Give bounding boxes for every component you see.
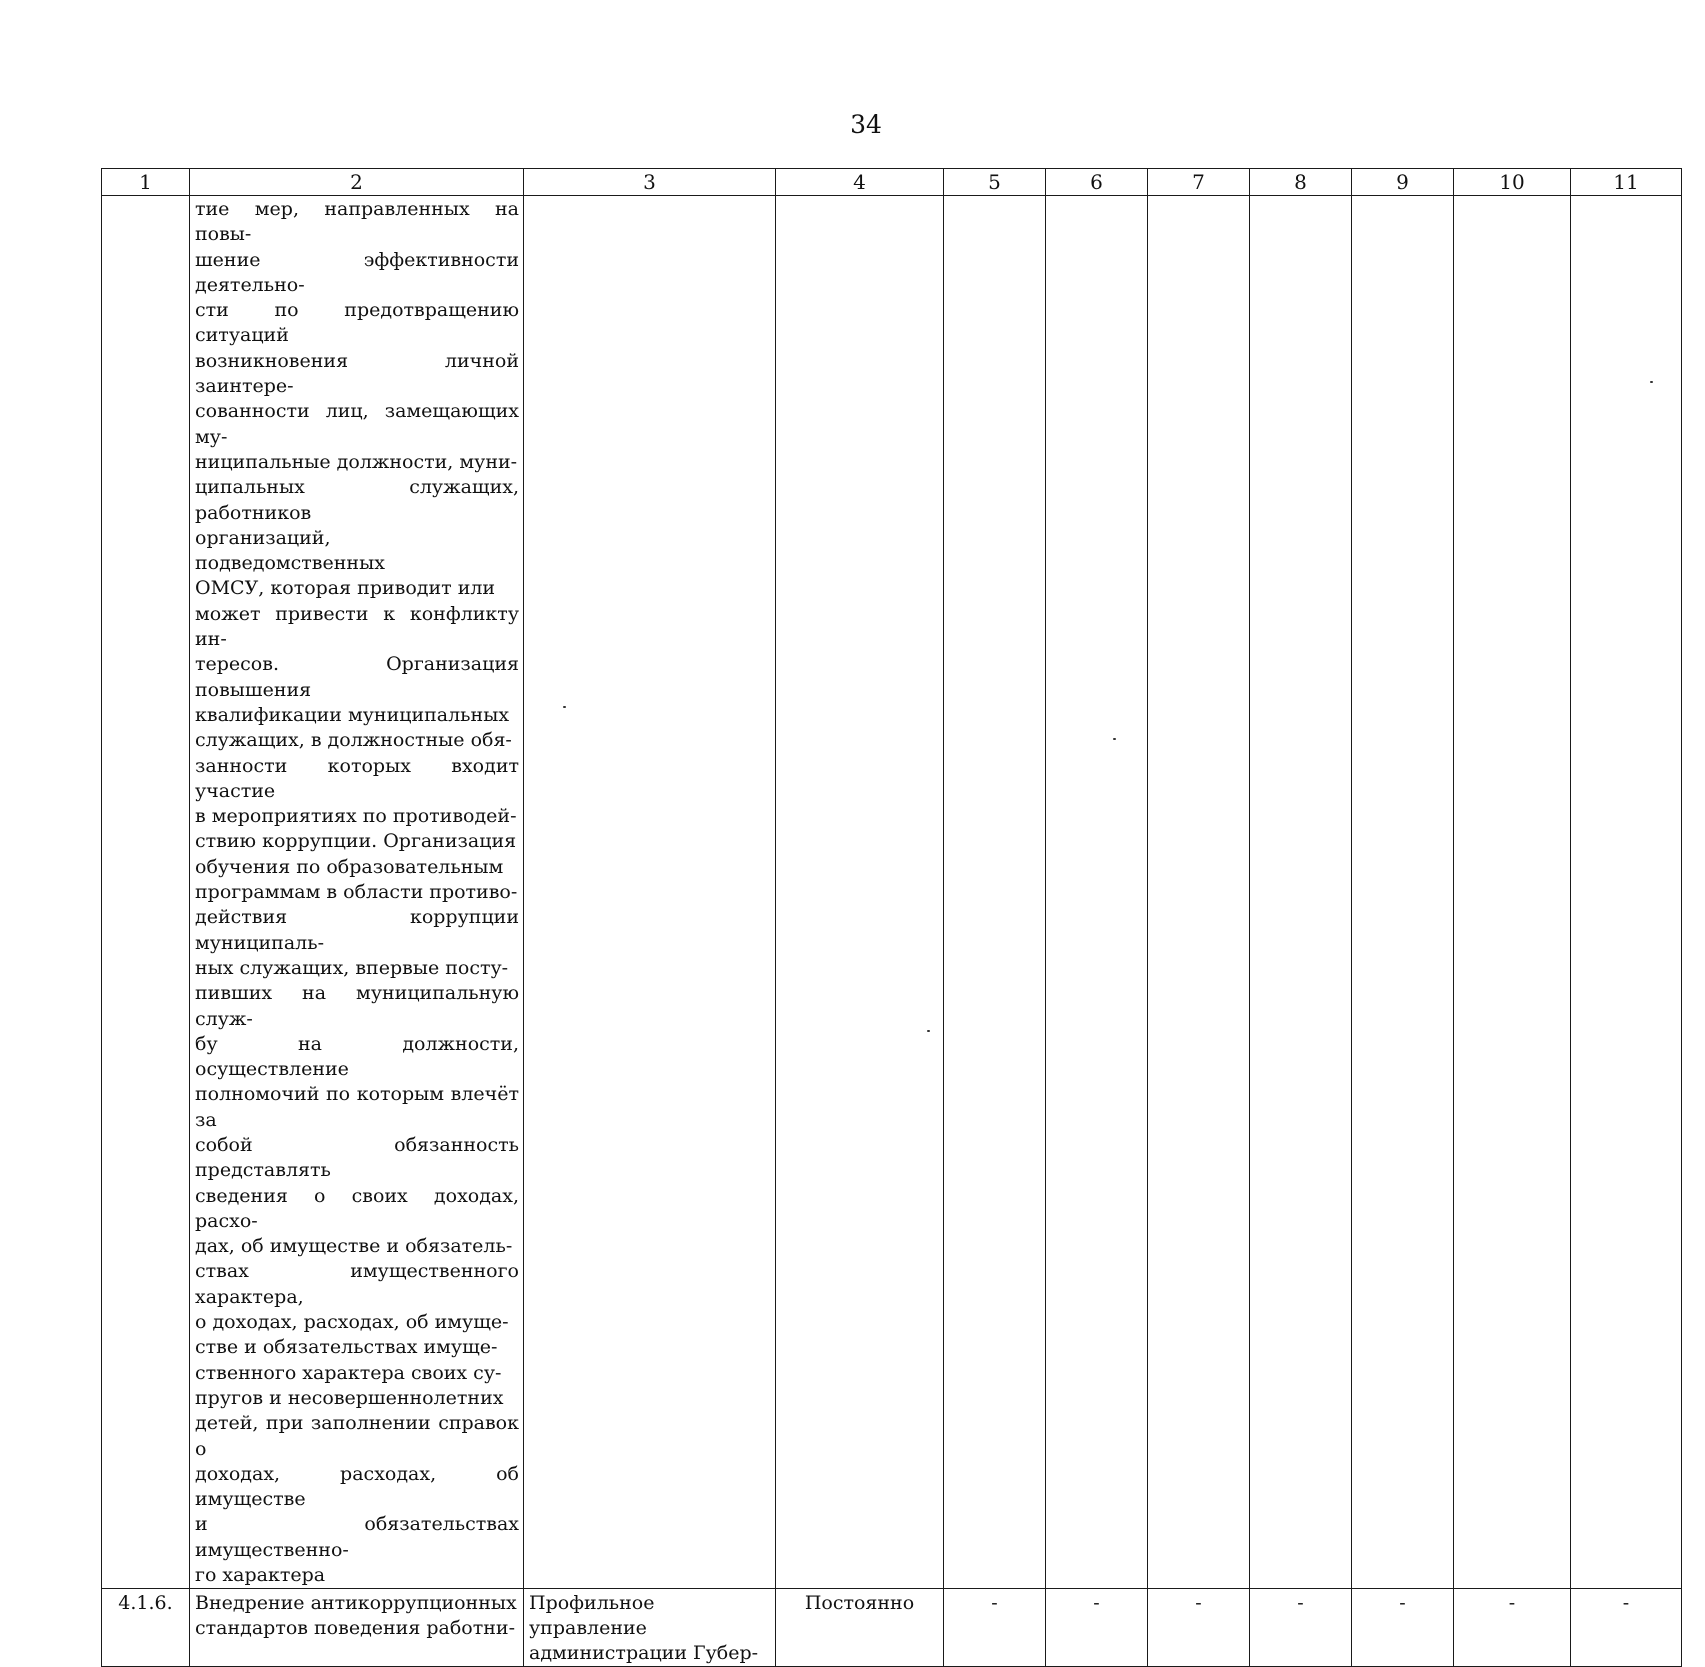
header-cell-6: 6	[1046, 169, 1148, 196]
cell-empty-4	[776, 196, 944, 1589]
scan-speck	[1113, 738, 1116, 740]
row-deadline: Постоянно	[776, 1589, 944, 1667]
cell-empty-3	[524, 196, 776, 1589]
plan-table	[101, 168, 1682, 1667]
page-number: 34	[850, 110, 882, 139]
header-cell-1: 1	[102, 169, 190, 196]
cell-empty-8	[1250, 196, 1352, 1589]
row-number: 4.1.6.	[102, 1589, 190, 1667]
row-value-6: -	[1046, 1589, 1148, 1667]
row-value-11: -	[1571, 1589, 1682, 1667]
header-cell-9: 9	[1352, 169, 1454, 196]
cell-empty-6	[1046, 196, 1148, 1589]
row-value-10: -	[1454, 1589, 1571, 1667]
header-cell-2: 2	[190, 169, 524, 196]
row-responsible: Профильное управление администрации Губер-	[524, 1589, 776, 1667]
cell-empty-5	[944, 196, 1046, 1589]
row-value-9: -	[1352, 1589, 1454, 1667]
scan-speck	[563, 706, 566, 708]
description-text: тие мер, направленных на повы- шение эффективности деятельно- сти по предотвращению ситуаций возникновения личной заинтере- сованности лиц, замещающих му- ниципальные должности, муни- ципальных служащих, работников организаций, подведомственных ОМСУ, которая приводит или может привести к конфликту ин- тересов. Организация повышения квалификации муниципальных служащих, в должностные обя- занности которых входит участие в мероприятиях по противодей- ствию коррупции. Организация обучения по образовательным программам в области противо- действия коррупции муниципаль- ных служащих, впервые посту- пивших на муниципальную служ- бу на должности, осуществление полномочий по которым влечёт за собой обязанность представлять сведения о своих доходах, расхо- дах, об имуществе и обязатель- ствах имущественного характера, о доходах, расходах, об имуще- стве и обязательствах имуще- ственного характера своих су- пругов и несовершеннолетних детей, при заполнении справок о доходах, расходах, об имуществе и обязательствах имущественно- го характера	[195, 198, 519, 1587]
table-row-4-1-6	[102, 1589, 1682, 1667]
header-row	[102, 169, 1682, 196]
row-value-5: -	[944, 1589, 1046, 1667]
header-cell-10: 10	[1454, 169, 1571, 196]
header-cell-8: 8	[1250, 169, 1352, 196]
header-cell-7: 7	[1148, 169, 1250, 196]
header-cell-3: 3	[524, 169, 776, 196]
scan-speck	[927, 1030, 930, 1032]
header-cell-5: 5	[944, 169, 1046, 196]
row-value-8: -	[1250, 1589, 1352, 1667]
row-description: Внедрение антикоррупционных стандартов поведения работни-	[190, 1589, 524, 1667]
cell-empty-9	[1352, 196, 1454, 1589]
scan-speck	[1650, 381, 1653, 383]
cell-number-empty	[102, 196, 190, 1589]
header-cell-11: 11	[1571, 169, 1682, 196]
cell-empty-11	[1571, 196, 1682, 1589]
cell-empty-7	[1148, 196, 1250, 1589]
cell-empty-10	[1454, 196, 1571, 1589]
cell-description-continued	[190, 196, 524, 1589]
header-cell-4: 4	[776, 169, 944, 196]
table-row-continued	[102, 196, 1682, 1589]
row-value-7: -	[1148, 1589, 1250, 1667]
